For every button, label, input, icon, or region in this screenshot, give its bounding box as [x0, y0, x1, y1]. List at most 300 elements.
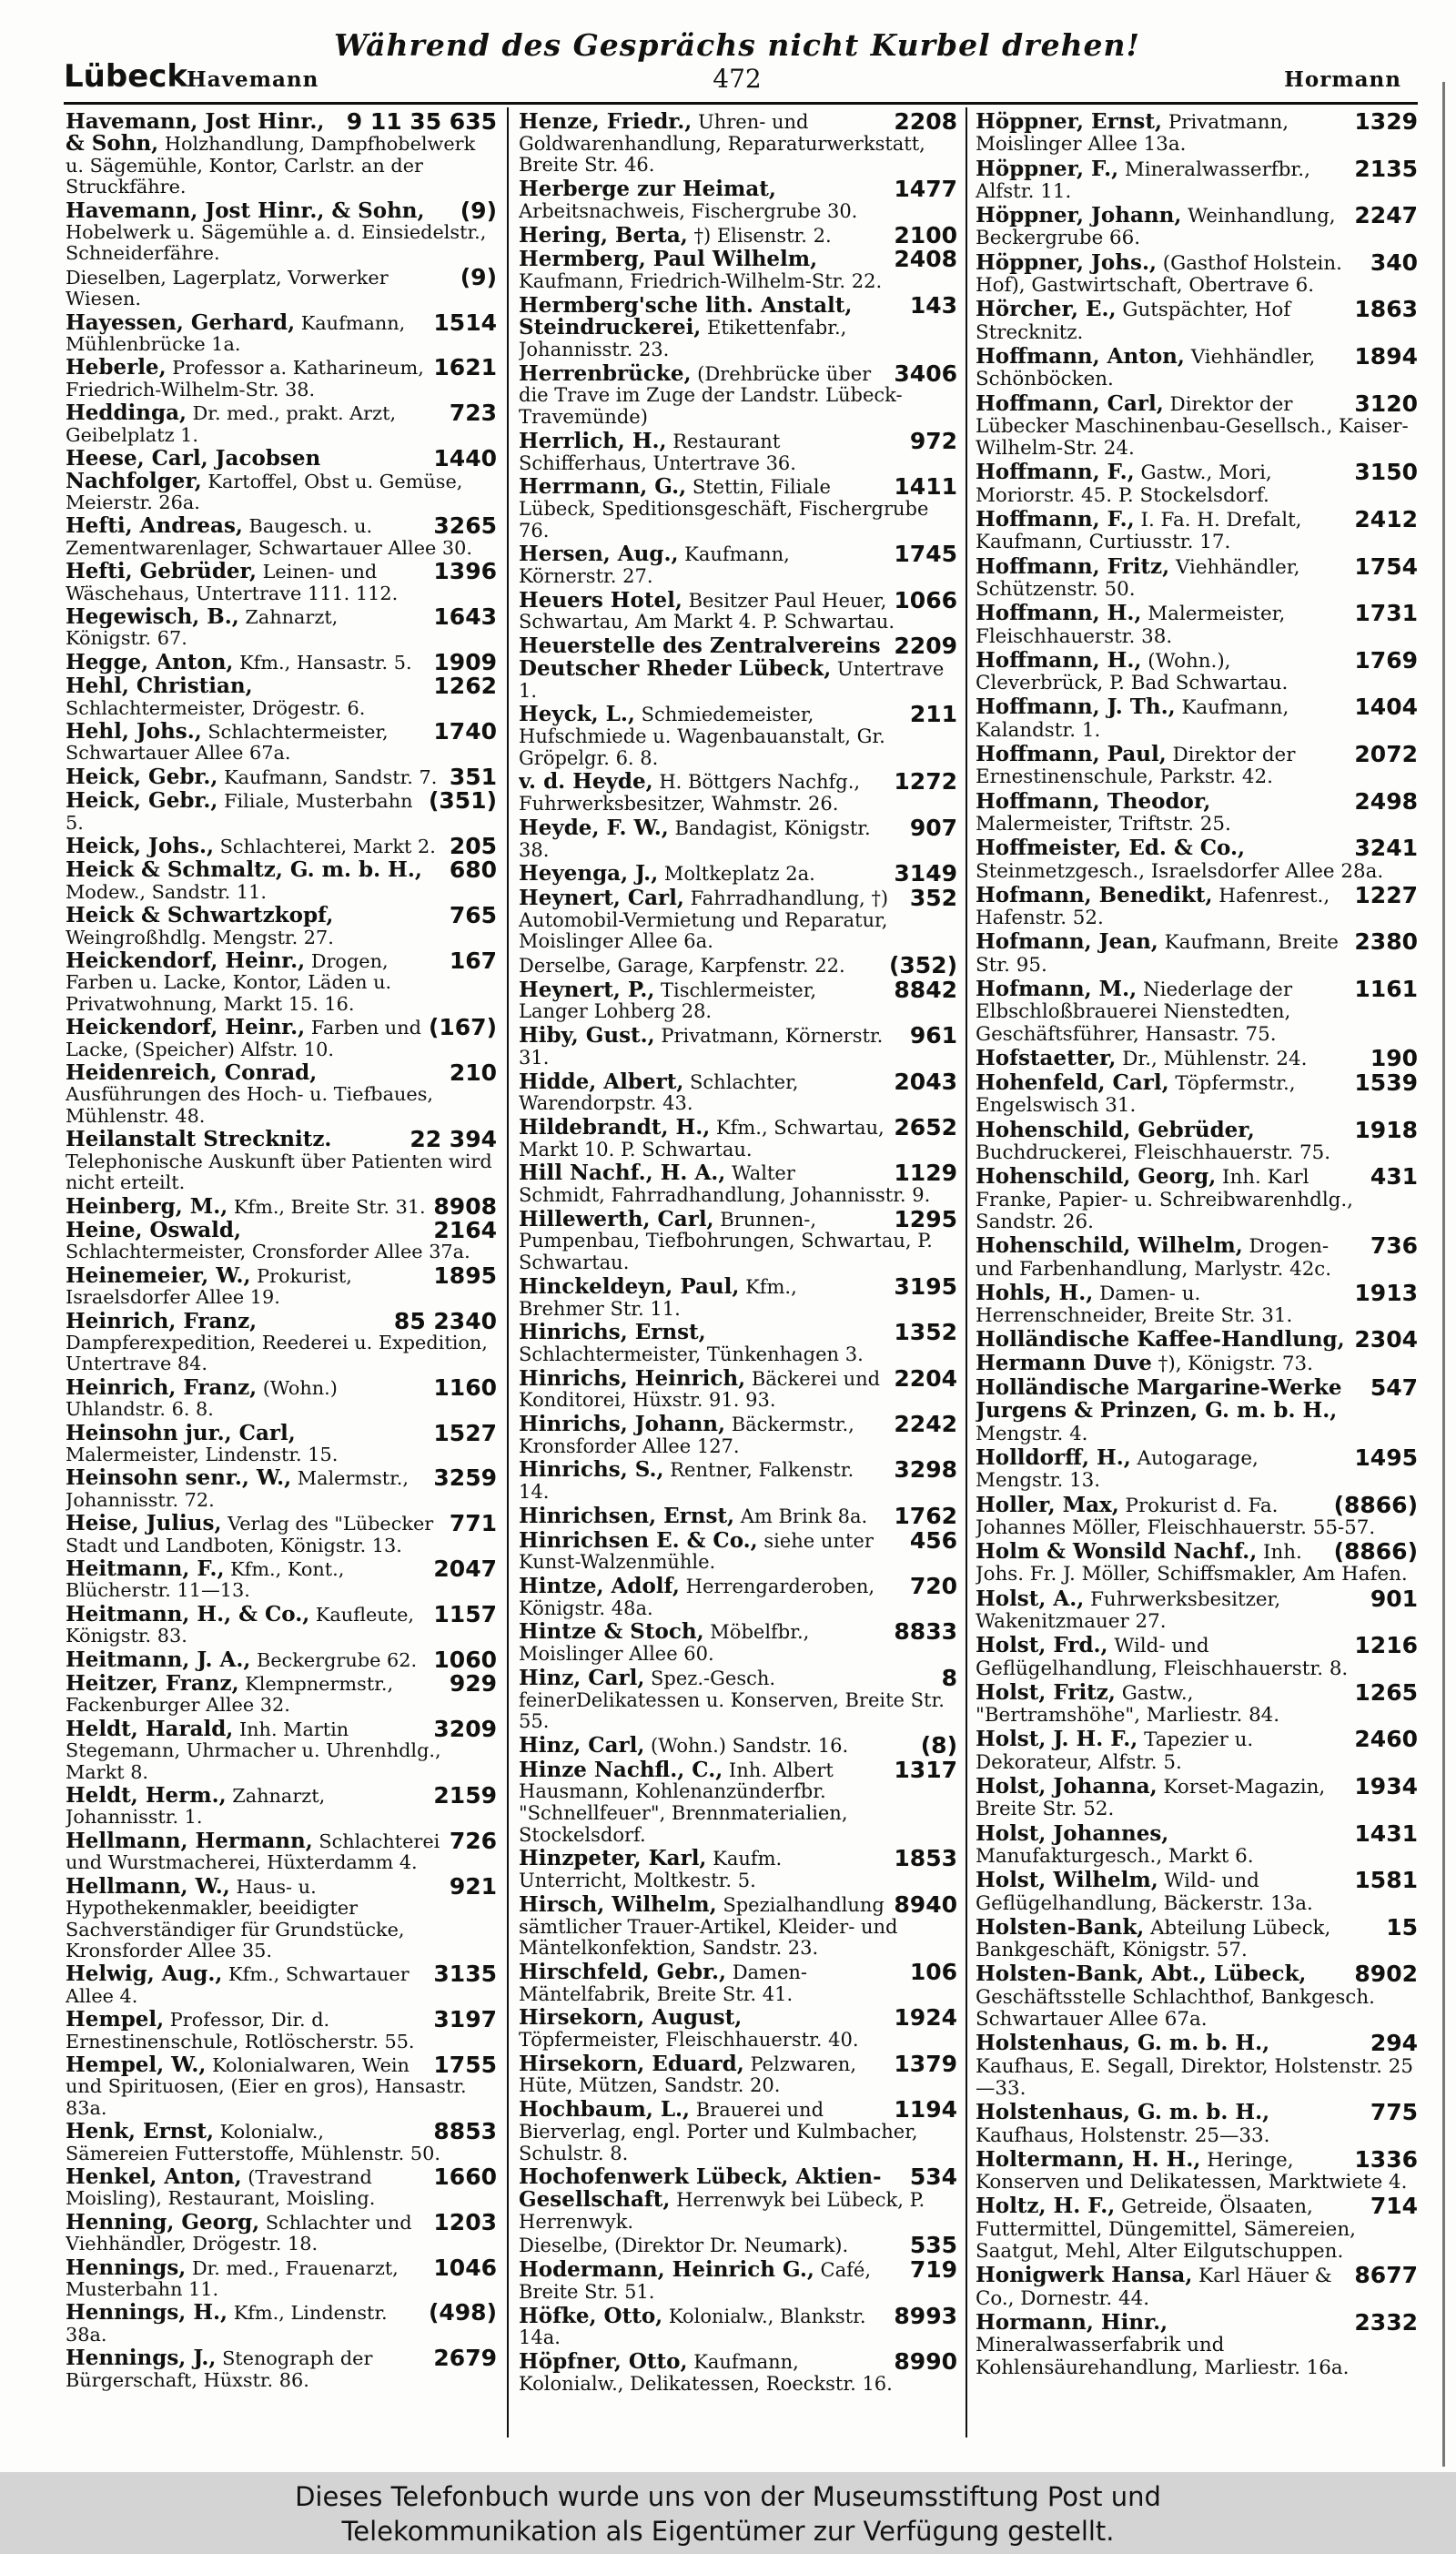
directory-entry — [976, 2195, 1418, 2263]
directory-entry — [519, 2166, 957, 2233]
subscriber-name: Heinrich, Franz, — [66, 1374, 258, 1400]
subscriber-name: Hofmann, Benedikt, — [976, 882, 1213, 907]
directory-entry — [976, 248, 1418, 298]
directory-entry — [66, 1646, 497, 1673]
directory-entry — [66, 354, 497, 400]
subscriber-name: Hirsch, Wilhelm, — [519, 1891, 717, 1917]
subscriber-details: Steinmetzgesch., Israelsdorfer Allee 28a. — [976, 859, 1384, 883]
phone-number: 1621 — [433, 354, 497, 381]
phone-number: 8902 — [1354, 1961, 1418, 1988]
directory-entry — [66, 787, 497, 834]
subscriber-details: Bäckermstr., Kronsforder Allee 127. — [519, 1414, 854, 1457]
phone-number: 2679 — [433, 2345, 497, 2372]
subscriber-name: Hegewisch, B., — [66, 603, 239, 629]
directory-entry — [66, 1558, 497, 1602]
phone-number: 1157 — [433, 1600, 497, 1627]
subscriber-name: Heinsohn senr., W., — [66, 1465, 292, 1491]
directory-entry — [976, 1963, 1418, 2031]
directory-entry — [976, 928, 1418, 977]
subscriber-name: Heyde, F. W., — [519, 815, 669, 840]
phone-number: 2380 — [1354, 928, 1418, 956]
directory-entry — [519, 635, 957, 702]
phone-number: 1161 — [1354, 975, 1418, 1002]
subscriber-name: Hinrichs, Ernst, — [519, 1320, 706, 1345]
subscriber-name: Höpfner, Otto, — [519, 2348, 688, 2374]
subscriber-name: Hering, Berta, — [519, 222, 688, 248]
phone-number: 2498 — [1354, 787, 1418, 815]
subscriber-name: Herberge zur Heimat, — [519, 177, 776, 202]
subscriber-name: Herrlich, H., — [519, 428, 667, 453]
directory-entry — [519, 768, 957, 816]
subscriber-details: Pelzwaren, Hüte, Mützen, Sandstr. 20. — [519, 2052, 856, 2097]
subscriber-name: Hoffmann, H., — [976, 601, 1142, 626]
directory-entry — [66, 445, 497, 513]
subscriber-details: Direktor der Lübecker Maschinenbau-Gesellsch., Kaiser-Wilhelm-Str. 24. — [976, 392, 1409, 461]
directory-entry — [519, 2232, 957, 2259]
subscriber-name: Hildebrandt, H., — [519, 1114, 711, 1140]
subscriber-details: Inh. Albert Hausmann, Kohlenanzünderfbr. "Schnellfeuer", Brennmaterialien, Stockelsdorf. — [519, 1758, 848, 1846]
directory-entry — [66, 1827, 497, 1874]
subscriber-name: Havemann, Jost Hinr., & Sohn, — [66, 198, 425, 223]
directory-entry — [519, 1162, 957, 1206]
subscriber-details: Direktor der Ernestinenschule, Parkstr. 42. — [976, 744, 1296, 789]
directory-entry — [976, 646, 1418, 695]
subscriber-details: Rentner, Falkenstr. 14. — [519, 1459, 854, 1504]
phone-number: 961 — [909, 1022, 957, 1049]
phone-number: 1660 — [433, 2163, 497, 2190]
subscriber-details: Kaufleute, Königstr. 83. — [66, 1603, 415, 1647]
phone-number: 2247 — [1354, 202, 1418, 229]
subscriber-details: Damen- u. Herrenschneider, Breite Str. 31. — [976, 1282, 1293, 1328]
phone-number: 3135 — [433, 1961, 497, 1988]
subscriber-name: Herrenbrücke, — [519, 360, 692, 386]
subscriber-details: Mineralwasserfabrik und Kohlensäurehandlung, Marliestr. 16a. — [976, 2334, 1350, 2379]
directory-entry — [976, 1632, 1418, 1680]
directory-entry — [66, 1059, 497, 1127]
subscriber-details: Kaufm. Unterricht, Moltkestr. 5. — [519, 1848, 783, 1892]
subscriber-name: Heynert, P., — [519, 977, 655, 1002]
subscriber-details: Fuhrwerksbesitzer, Wakenitzmauer 27. — [976, 1587, 1281, 1633]
directory-entry — [519, 701, 957, 769]
directory-entry — [66, 1510, 497, 1556]
subscriber-details: Verlag des "Lübecker Stadt und Landboten, Königstr. 13. — [66, 1513, 434, 1556]
subscriber-name: Hermberg'sche lith. Anstalt, Steindruckerei, — [519, 292, 853, 340]
subscriber-name: Heitmann, H., & Co., — [66, 1601, 310, 1627]
subscriber-name: Heise, Julius, — [66, 1511, 222, 1536]
directory-entry — [976, 1069, 1418, 1118]
subscriber-details: Bandagist, Königstr. 38. — [519, 816, 871, 861]
subscriber-name: Helwig, Aug., — [66, 1961, 223, 1987]
subscriber-details: Privatmann, Körnerstr. 31. — [519, 1025, 884, 1069]
subscriber-details: Tischlermeister, Langer Lohberg 28. — [519, 978, 817, 1023]
phone-number: 1227 — [1354, 881, 1418, 908]
subscriber-details: Manufakturgesch., Markt 6. — [976, 1844, 1254, 1868]
directory-entry — [976, 1044, 1418, 1071]
subscriber-details: Malermeister, Fleischhauerstr. 38. — [976, 603, 1286, 648]
phone-number: (9) — [460, 263, 497, 290]
directory-entry — [976, 787, 1418, 836]
subscriber-details: Wild- und Geflügelhandlung, Fleischhauerstr. 8. — [976, 1635, 1349, 1680]
directory-entry — [66, 856, 497, 903]
directory-entry — [66, 1262, 497, 1309]
column-divider — [507, 107, 509, 2437]
directory-entry — [519, 1664, 957, 1733]
directory-entry — [66, 2299, 497, 2346]
directory-entry — [976, 342, 1418, 391]
subscriber-details: Viehhändler, Schützenstr. 50. — [976, 555, 1300, 601]
phone-number: 929 — [449, 1670, 497, 1698]
subscriber-details: H. Böttgers Nachfg., Fuhrwerksbesitzer, Wahmstr. 26. — [519, 771, 861, 816]
phone-number: 294 — [1370, 2030, 1418, 2057]
directory-entry — [519, 884, 957, 953]
subscriber-name: Hinzpeter, Karl, — [519, 1846, 707, 1871]
subscriber-name: Hochbaum, L., — [519, 2097, 691, 2123]
phone-number: 1352 — [894, 1319, 957, 1346]
subscriber-details: Klempnermstr., Fackenburger Allee 32. — [66, 1673, 394, 1717]
page-header — [64, 27, 1410, 100]
directory-entry — [66, 1014, 497, 1060]
subscriber-name: Hoffmann, F., — [976, 507, 1135, 532]
phone-number: 8940 — [894, 1890, 957, 1918]
subscriber-details: Kaufmann, Körnerstr. 27. — [519, 543, 790, 588]
subscriber-name: Hinz, Carl, — [519, 1665, 645, 1690]
phone-number: 775 — [1370, 2099, 1418, 2126]
phone-number: 3197 — [433, 2006, 497, 2033]
subscriber-details: Beckergrube 62. — [257, 1648, 418, 1671]
subscriber-details: Schlachterei, Markt 2. — [219, 836, 436, 857]
subscriber-name: Höppner, F., — [976, 156, 1119, 181]
subscriber-details: Niederlage der Elbschloßbrauerei Nienstedten, Geschäftsführer, Hansastr. 75. — [976, 978, 1293, 1046]
directory-entry — [519, 1618, 957, 1666]
directory-entry — [519, 360, 957, 429]
subscriber-details: Privatmann, Moislinger Allee 13a. — [976, 111, 1289, 157]
phone-number: 8842 — [894, 976, 957, 1003]
page-number: 472 — [713, 64, 762, 94]
subscriber-name: Hinze Nachfl., C., — [519, 1757, 723, 1782]
subscriber-name: Hefti, Gebrüder, — [66, 559, 257, 584]
phone-number: 3406 — [894, 360, 957, 387]
phone-number: 2047 — [433, 1556, 497, 1582]
subscriber-name: Heick, Johs., — [66, 834, 214, 858]
subscriber-details: Farben und Lacke, (Speicher) Alfstr. 10. — [66, 1017, 421, 1060]
subscriber-name: Heickendorf, Heinr., — [66, 948, 306, 974]
subscriber-details: Drogen, Farben u. Lacke, Kontor, Läden u. Privatwohnung, Markt 15. 16. — [66, 950, 392, 1015]
subscriber-name: Hodermann, Heinrich G., — [519, 2257, 814, 2283]
subscriber-name: Hinz, Carl, — [519, 1732, 645, 1758]
phone-number: 2412 — [1354, 506, 1418, 533]
subscriber-name: Heinsohn jur., Carl, — [66, 1420, 296, 1445]
subscriber-name: Henze, Friedr., — [519, 111, 693, 134]
phone-number: 1731 — [1354, 600, 1418, 627]
phone-number: 2100 — [894, 221, 957, 248]
directory-entry — [976, 741, 1418, 789]
directory-entry — [519, 1411, 957, 1457]
phone-number: 1477 — [894, 176, 957, 203]
directory-entry — [976, 1116, 1418, 1165]
directory-entry — [976, 837, 1418, 883]
directory-entry — [519, 860, 957, 887]
subscriber-name: Hinrichsen, Ernst, — [519, 1503, 735, 1528]
phone-number: 3195 — [894, 1272, 957, 1300]
phone-number: 907 — [909, 814, 957, 841]
subscriber-details: Kaufmann, Friedrich-Wilhelm-Str. 22. — [519, 269, 883, 292]
subscriber-name: Hoffmann, J. Th., — [976, 694, 1176, 720]
phone-number: 2408 — [894, 246, 957, 273]
subscriber-name: Hempel, — [66, 2007, 165, 2032]
subscriber-name: Heinemeier, W., — [66, 1262, 251, 1288]
directory-entry — [976, 600, 1418, 648]
subscriber-details: Arbeitsnachweis, Fischergrube 30. — [519, 199, 858, 222]
subscriber-name: Hinrichs, S., — [519, 1457, 664, 1483]
subscriber-details: Dieselben, Lagerplatz, Vorwerker Wiesen. — [66, 266, 389, 310]
subscriber-details: Uhren- und Goldwarenhandlung, Reparaturwerkstatt, Breite Str. 46. — [519, 111, 925, 177]
subscriber-details: Spez.-Gesch. feinerDelikatessen u. Konserven, Breite Str. 55. — [519, 1667, 945, 1733]
directory-entry — [976, 552, 1418, 602]
subscriber-name: Heickendorf, Heinr., — [66, 1015, 306, 1040]
phone-number: 1262 — [433, 673, 497, 700]
directory-entry — [976, 1773, 1418, 1821]
phone-number: 8833 — [894, 1618, 957, 1646]
phone-number: 2460 — [1354, 1726, 1418, 1753]
directory-entry — [66, 1216, 497, 1263]
subscriber-details: Kaufmann, Kalandstr. 1. — [976, 696, 1289, 742]
phone-number: 1539 — [1354, 1069, 1418, 1097]
directory-entry — [519, 1845, 957, 1892]
phone-number: 1762 — [894, 1502, 957, 1529]
phone-number: (8) — [920, 1731, 957, 1758]
phone-number: 680 — [449, 856, 497, 884]
directory-entry — [66, 2347, 497, 2391]
phone-number: (352) — [888, 952, 957, 979]
phone-number: (167) — [428, 1014, 497, 1041]
directory-entry — [519, 1502, 957, 1529]
subscriber-name: Hirsekorn, Eduard, — [519, 2051, 744, 2076]
phone-number: 1216 — [1354, 1632, 1418, 1659]
directory-entry — [519, 1364, 957, 1412]
subscriber-name: Havemann, Jost Hinr., & Sohn, — [66, 111, 325, 157]
subscriber-name: Hohenfeld, Carl, — [976, 1070, 1169, 1096]
directory-entry — [66, 833, 497, 859]
subscriber-details: Zahnarzt, Johannisstr. 1. — [66, 1785, 326, 1829]
subscriber-details: Modew., Sandstr. 11. — [66, 880, 267, 903]
directory-entry — [519, 2347, 957, 2395]
directory-entry — [519, 952, 957, 979]
subscriber-name: Hoffmann, Paul, — [976, 742, 1167, 767]
phone-number: 431 — [1370, 1163, 1418, 1191]
phone-number: 3265 — [433, 512, 497, 540]
directory-entry — [519, 543, 957, 587]
subscriber-name: Henk, Ernst, — [66, 2119, 214, 2144]
directory-entry — [519, 473, 957, 542]
subscriber-name: Heitzer, Franz, — [66, 1671, 239, 1697]
subscriber-details: Leinen- und Wäschehaus, Untertrave 111. 112. — [66, 561, 399, 604]
subscriber-details: Getreide, Ölsaaten, Futtermittel, Düngemittel, Sämereien, Saatgut, Mehl, Alter Eilgutschuppen. — [976, 2195, 1356, 2264]
subscriber-details: Dampferexpedition, Reederei u. Expedition, Untertrave 84. — [66, 1331, 488, 1375]
subscriber-name: Heuers Hotel, — [519, 587, 682, 613]
phone-number: 1924 — [894, 2004, 957, 2032]
subscriber-name: Hohenschild, Wilhelm, — [976, 1233, 1243, 1259]
subscriber-name: Hormann, Hinr., — [976, 2309, 1168, 2335]
subscriber-name: Holsten-Bank, Abt., Lübeck, — [976, 1961, 1307, 1987]
phone-number: 719 — [909, 2256, 957, 2284]
directory-entry — [976, 1585, 1418, 1634]
subscriber-name: Holstenhaus, G. m. b. H., — [976, 2100, 1270, 2125]
phone-number: 1379 — [894, 2050, 957, 2077]
subscriber-name: Hinrichs, Johann, — [519, 1412, 726, 1437]
directory-entry — [976, 1728, 1418, 1774]
subscriber-name: Heinrich, Franz, — [66, 1308, 258, 1333]
phone-number: 2164 — [433, 1216, 497, 1243]
archive-notice-line-1: Dieses Telefonbuch wurde uns von der Museumsstiftung Post und — [295, 2481, 1161, 2512]
phone-number: 535 — [909, 2232, 957, 2259]
subscriber-name: Holstenhaus, G. m. b. H., — [976, 2031, 1270, 2056]
directory-entry — [976, 506, 1418, 554]
subscriber-name: Hefti, Andreas, — [66, 513, 243, 539]
phone-number: 9 11 35 635 — [346, 111, 497, 135]
phone-number: 3149 — [894, 860, 957, 887]
subscriber-name: Holländische Margarine-Werke Jurgens & Prinzen, G. m. b. H., — [976, 1375, 1342, 1424]
subscriber-details: Filiale, Musterbahn 5. — [66, 790, 413, 834]
directory-entry — [976, 296, 1418, 344]
phone-number: 1329 — [1354, 111, 1418, 135]
directory-entry — [976, 1326, 1418, 1375]
directory-column-3 — [976, 111, 1418, 2441]
subscriber-name: Höfke, Otto, — [519, 2303, 663, 2328]
subscriber-details: Mengstr. 4. — [976, 1422, 1088, 1445]
directory-entry — [66, 2051, 497, 2119]
phone-number: 1411 — [894, 473, 957, 501]
directory-entry — [66, 1192, 497, 1220]
column-divider — [966, 107, 967, 2437]
subscriber-name: Hellmann, Hermann, — [66, 1828, 313, 1853]
directory-entry — [519, 221, 957, 248]
subscriber-details: Dr. med., Frauenarzt, Musterbahn 11. — [66, 2256, 399, 2300]
phone-number: 1769 — [1354, 646, 1418, 674]
subscriber-details: Hobelwerk u. Sägemühle a. d. Einsiedelstr., Schneiderfähre. — [66, 221, 487, 265]
subscriber-details: Gastw., "Bertramshöhe", Marliestr. 84. — [976, 1681, 1280, 1728]
subscriber-details: Walter Schmidt, Fahrradhandlung, Johannisstr. 9. — [519, 1162, 931, 1207]
header-rule — [64, 102, 1418, 105]
phone-number: 1909 — [433, 648, 497, 675]
subscriber-name: Hennings, H., — [66, 2300, 228, 2326]
page-edge — [1442, 82, 1445, 2467]
subscriber-details: Derselbe, Garage, Karpfenstr. 22. — [519, 955, 845, 978]
phone-number: 1934 — [1354, 1773, 1418, 1800]
city-heading: Lübeck — [64, 58, 188, 95]
subscriber-details: Schlachtermeister, Cronsforder Allee 37a. — [66, 1241, 470, 1263]
subscriber-details: Malermeister, Triftstr. 25. — [976, 812, 1231, 836]
subscriber-details: Stettin, Filiale Lübeck, Speditionsgeschäft, Fischergrube 76. — [519, 476, 929, 542]
subscriber-details: Ausführungen des Hoch- u. Tiefbaues, Mühlenstr. 48. — [66, 1083, 434, 1127]
phone-number: 534 — [909, 2164, 957, 2191]
subscriber-name: Hoffmann, H., — [976, 647, 1142, 673]
directory-entry — [519, 1456, 957, 1504]
subscriber-name: Hayessen, Gerhard, — [66, 309, 296, 335]
directory-entry — [976, 155, 1418, 204]
subscriber-name: Hempel, W., — [66, 2052, 207, 2077]
subscriber-details: Weingroßhdlg. Mengstr. 27. — [66, 926, 334, 948]
subscriber-name: Hermberg, Paul Wilhelm, — [519, 247, 818, 272]
subscriber-details: Kfm., Schwartau, Markt 10. P. Schwartau. — [519, 1116, 885, 1160]
subscriber-name: Hehl, Christian, — [66, 674, 253, 699]
subscriber-details: Geschäftsstelle Schlachthof, Bankgesch. Schwartauer Allee 67a. — [976, 1985, 1375, 2032]
directory-entry — [519, 1113, 957, 1160]
subscriber-details: Kfm., Hansastr. 5. — [239, 651, 412, 674]
directory-entry — [976, 1867, 1418, 1915]
phone-number: 2208 — [894, 111, 957, 135]
subscriber-details: Kaufmann, Sandstr. 7. — [224, 765, 438, 788]
directory-entry — [66, 558, 497, 604]
subscriber-details: Kartoffel, Obst u. Gemüse, Meierstr. 26a. — [66, 470, 463, 513]
subscriber-name: Heldt, Herm., — [66, 1783, 227, 1809]
subscriber-name: Henning, Georg, — [66, 2209, 260, 2235]
subscriber-details: (Drehbrücke über die Trave im Zuge der Landstr. Lübeck-Travemünde) — [519, 362, 903, 429]
subscriber-details: Tapezier u. Dekorateur, Alfstr. 5. — [976, 1728, 1254, 1774]
phone-number: 8993 — [894, 2302, 957, 2329]
phone-number: 1336 — [1354, 2145, 1418, 2173]
last-entry-guide: Hormann — [1284, 67, 1401, 92]
subscriber-details: Kaufmann, Kolonialw., Delikatessen, Roeckstr. 16. — [519, 2350, 893, 2395]
phone-number: 85 2340 — [393, 1307, 497, 1334]
directory-entry — [976, 1913, 1418, 1962]
subscriber-details: Untertrave 1. — [519, 657, 945, 702]
directory-entry — [519, 976, 957, 1023]
subscriber-details: Inh. Johs. Fr. J. Möller, Schiffsmakler, Am Hafen. — [976, 1541, 1408, 1586]
subscriber-name: Hennings, J., — [66, 2346, 217, 2371]
subscriber-name: Heick & Schwartzkopf, — [66, 903, 334, 928]
subscriber-details: Dr., Mühlenstr. 24. — [1122, 1047, 1308, 1070]
phone-number: 3259 — [433, 1464, 497, 1492]
subscriber-name: Holldorff, H., — [976, 1444, 1131, 1470]
subscriber-name: Höppner, Ernst, — [976, 111, 1163, 134]
subscriber-name: Heine, Oswald, — [66, 1217, 241, 1242]
archive-notice-line-2: Telekommunikation als Eigentümer zur Verfügung gestellt. — [341, 2516, 1115, 2547]
phone-number: 736 — [1370, 1232, 1418, 1260]
subscriber-name: Hellmann, W., — [66, 1873, 230, 1899]
phone-number: 1066 — [894, 586, 957, 613]
directory-entry — [66, 1715, 497, 1783]
phone-number: 106 — [909, 1958, 957, 1985]
directory-entry — [519, 2256, 957, 2303]
subscriber-name: Herrmann, G., — [519, 474, 687, 500]
subscriber-details: Restaurant Schifferhaus, Untertrave 36. — [519, 430, 796, 474]
subscriber-details: Abteilung Lübeck, Bankgeschäft, Königstr. 57. — [976, 1916, 1331, 1962]
subscriber-details: Karl Häuer & Co., Dornestr. 44. — [976, 2265, 1332, 2310]
subscriber-name: Hoffmann, Anton, — [976, 343, 1185, 369]
archive-notice — [0, 2472, 1456, 2554]
subscriber-name: Hidde, Albert, — [519, 1069, 684, 1094]
directory-entry — [976, 2145, 1418, 2194]
subscriber-details: Töpfermeister, Fleischhauerstr. 40. — [519, 2029, 859, 2052]
subscriber-details: Dieselbe, (Direktor Dr. Neumark). — [519, 2235, 849, 2257]
subscriber-name: Hohenschild, Gebrüder, — [976, 1117, 1255, 1142]
subscriber-details: Schmiedemeister, Hufschmiede u. Wagenbauanstalt, Gr. Gröpelgr. 6. 8. — [519, 704, 885, 769]
subscriber-details: Kaufhaus, E. Segall, Direktor, Holstenstr. 25—33. — [976, 2054, 1413, 2100]
subscriber-details: Kaufmann, Breite Str. 95. — [976, 931, 1339, 977]
subscriber-name: Heldt, Harald, — [66, 1716, 234, 1741]
directory-entry — [976, 2262, 1418, 2310]
directory-entry — [519, 586, 957, 633]
phone-number: 1431 — [1354, 1819, 1418, 1847]
phone-number: 1272 — [894, 768, 957, 796]
subscriber-details: Schlachtermeister, Schwartauer Allee 67a. — [66, 720, 389, 765]
subscriber-name: Heberle, — [66, 355, 167, 380]
phone-number: 2304 — [1354, 1326, 1418, 1353]
directory-entry — [519, 2004, 957, 2052]
phone-number: 1754 — [1354, 552, 1418, 580]
phone-number: 2159 — [433, 1782, 497, 1809]
directory-entry — [519, 814, 957, 861]
